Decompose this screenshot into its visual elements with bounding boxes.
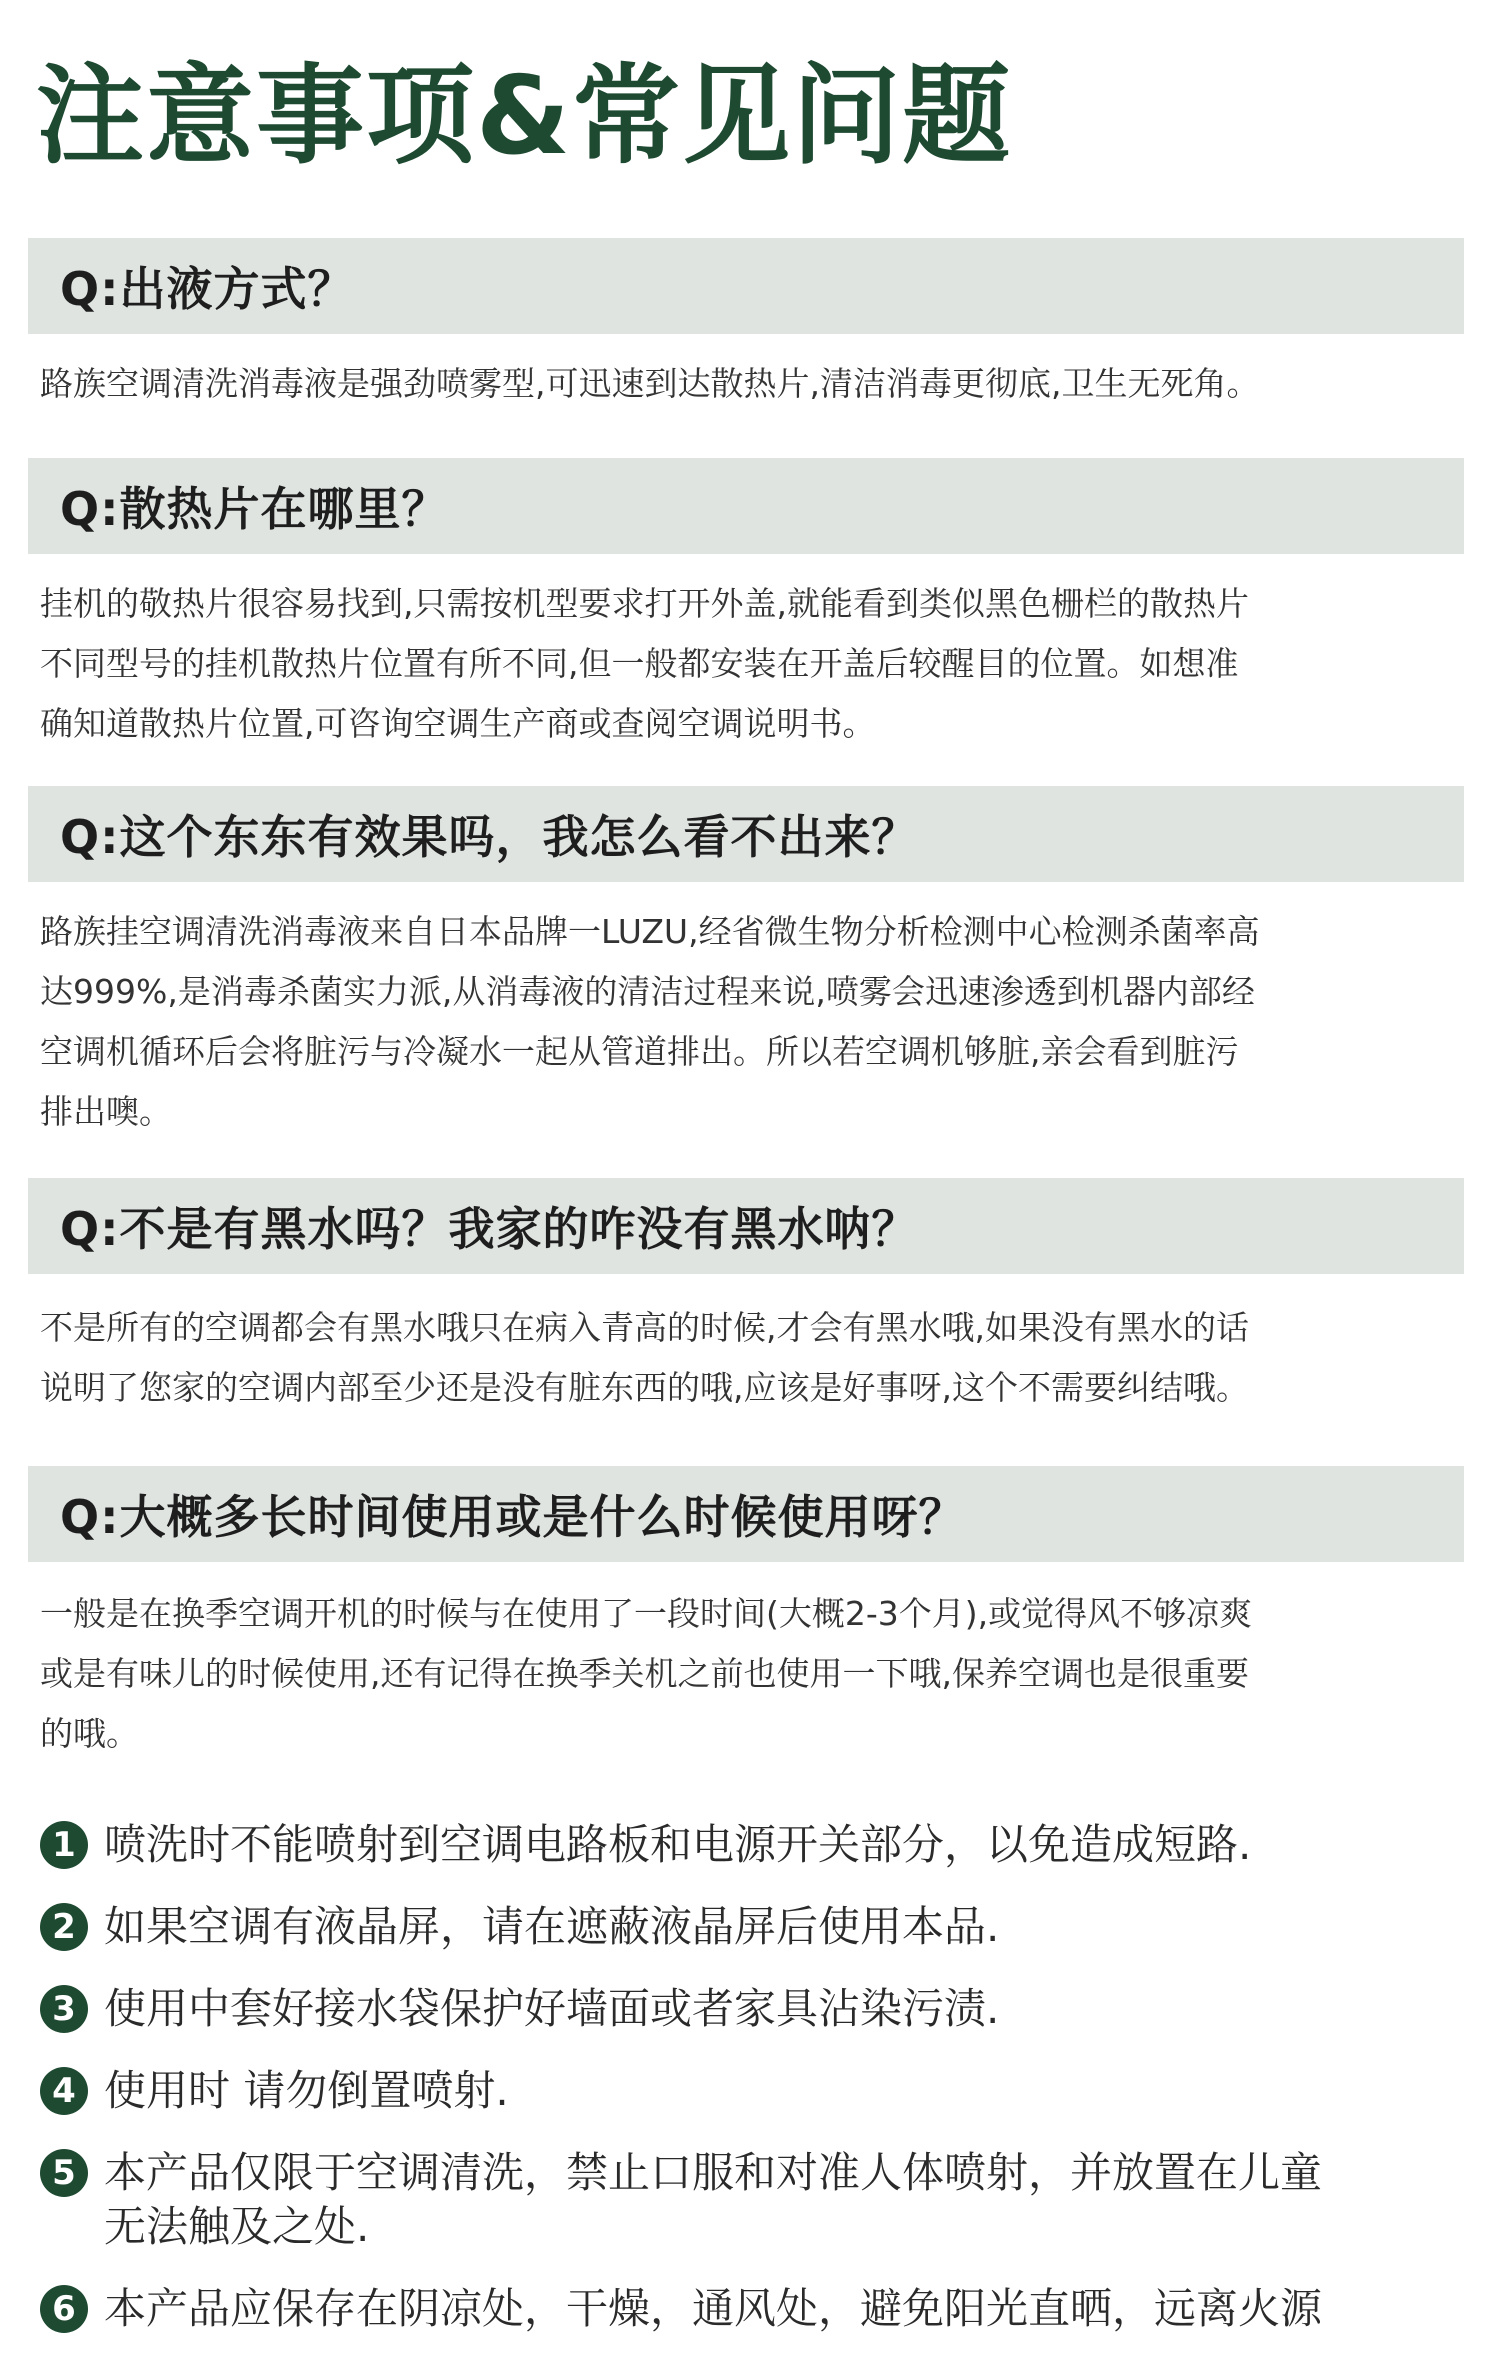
answer-line: 说明了您家的空调内部至少还是没有脏东西的哦,应该是好事呀,这个不需要纠结哦。 — [40, 1368, 1249, 1407]
precaution-item — [40, 1982, 1460, 2036]
number-badge: 3 — [40, 1985, 88, 2033]
page-title: 注意事项&常见问题 — [36, 54, 1013, 179]
number-badge: 1 — [40, 1821, 88, 1869]
precaution-text — [104, 1982, 999, 2036]
precaution-item — [40, 2282, 1460, 2336]
number-badge: 2 — [40, 1903, 88, 1951]
answer-text — [28, 902, 1464, 1142]
number-badge: 5 — [40, 2149, 88, 2197]
precaution-text — [104, 1900, 999, 1954]
answer-line: 确知道散热片位置,可咨询空调生产商或查阅空调说明书。 — [40, 704, 876, 743]
question-bar: Q:这个东东有效果吗，我怎么看不出来？ — [28, 786, 1464, 882]
precaution-line: 使用中套好接水袋保护好墙面或者家具沾染污渍. — [104, 1984, 1000, 2033]
answer-line: 挂机的敬热片很容易找到,只需按机型要求打开外盖,就能看到类似黑色栅栏的散热片 — [40, 584, 1249, 623]
precaution-item — [40, 2064, 1460, 2118]
answer-text — [28, 1584, 1464, 1764]
precaution-line: 本产品应保存在阴凉处，干燥，通风处，避免阳光直晒，远离火源 — [104, 2284, 1323, 2333]
faq-item — [28, 1178, 1464, 1418]
question-bar: Q:大概多长时间使用或是什么时候使用呀？ — [28, 1466, 1464, 1562]
precautions-list — [40, 1818, 1460, 2364]
faq-item — [28, 458, 1464, 754]
answer-text — [28, 354, 1464, 414]
faq-item — [28, 786, 1464, 1142]
precaution-line: 无法触及之处. — [104, 2202, 370, 2251]
precaution-item — [40, 2146, 1460, 2254]
question-bar: Q:不是有黑水吗？我家的咋没有黑水呐？ — [28, 1178, 1464, 1274]
precaution-text — [104, 2064, 509, 2118]
answer-line: 空调机循环后会将脏污与冷凝水一起从管道排出。所以若空调机够脏,亲会看到脏污 — [40, 1032, 1239, 1071]
precaution-line: 使用时 请勿倒置喷射. — [104, 2066, 509, 2115]
answer-line: 或是有味儿的时候使用,还有记得在换季关机之前也使用一下哦,保养空调也是很重要 — [40, 1654, 1249, 1693]
answer-line: 不同型号的挂机散热片位置有所不同,但一般都安装在开盖后较醒目的位置。如想准 — [40, 644, 1239, 683]
precaution-text — [104, 2282, 1322, 2336]
number-badge: 4 — [40, 2067, 88, 2115]
number-badge: 6 — [40, 2285, 88, 2333]
faq-item — [28, 1466, 1464, 1764]
precaution-item — [40, 1900, 1460, 1954]
answer-line: 一般是在换季空调开机的时候与在使用了一段时间(大概2-3个月),或觉得风不够凉爽 — [40, 1594, 1253, 1633]
answer-line: 不是所有的空调都会有黑水哦只在病入青高的时候,才会有黑水哦,如果没有黑水的话 — [40, 1308, 1249, 1347]
answer-text — [28, 1298, 1464, 1418]
precaution-line: 如果空调有液晶屏，请在遮蔽液晶屏后使用本品. — [104, 1902, 1000, 1951]
precaution-item — [40, 1818, 1460, 1872]
answer-line: 的哦。 — [40, 1714, 139, 1753]
precaution-line: 本产品仅限于空调清洗，禁止口服和对准人体喷射，并放置在儿童 — [104, 2148, 1323, 2197]
answer-line: 路族挂空调清洗消毒液来自日本品牌一LUZU,经省微生物分析检测中心检测杀菌率高 — [40, 912, 1260, 951]
precaution-line: 喷洗时不能喷射到空调电路板和电源开关部分，以免造成短路. — [104, 1820, 1252, 1869]
precaution-text — [104, 1818, 1251, 1872]
precaution-text — [104, 2146, 1322, 2254]
question-bar: Q:出液方式？ — [28, 238, 1464, 334]
question-bar: Q:散热片在哪里？ — [28, 458, 1464, 554]
answer-line: 路族空调清洗消毒液是强劲喷雾型,可迅速到达散热片,清洁消毒更彻底,卫生无死角。 — [40, 364, 1260, 403]
faq-item — [28, 238, 1464, 414]
answer-line: 排出噢。 — [40, 1092, 172, 1131]
answer-text — [28, 574, 1464, 754]
answer-line: 达999%,是消毒杀菌实力派,从消毒液的清洁过程来说,喷雾会迅速渗透到机器内部经 — [40, 972, 1255, 1011]
